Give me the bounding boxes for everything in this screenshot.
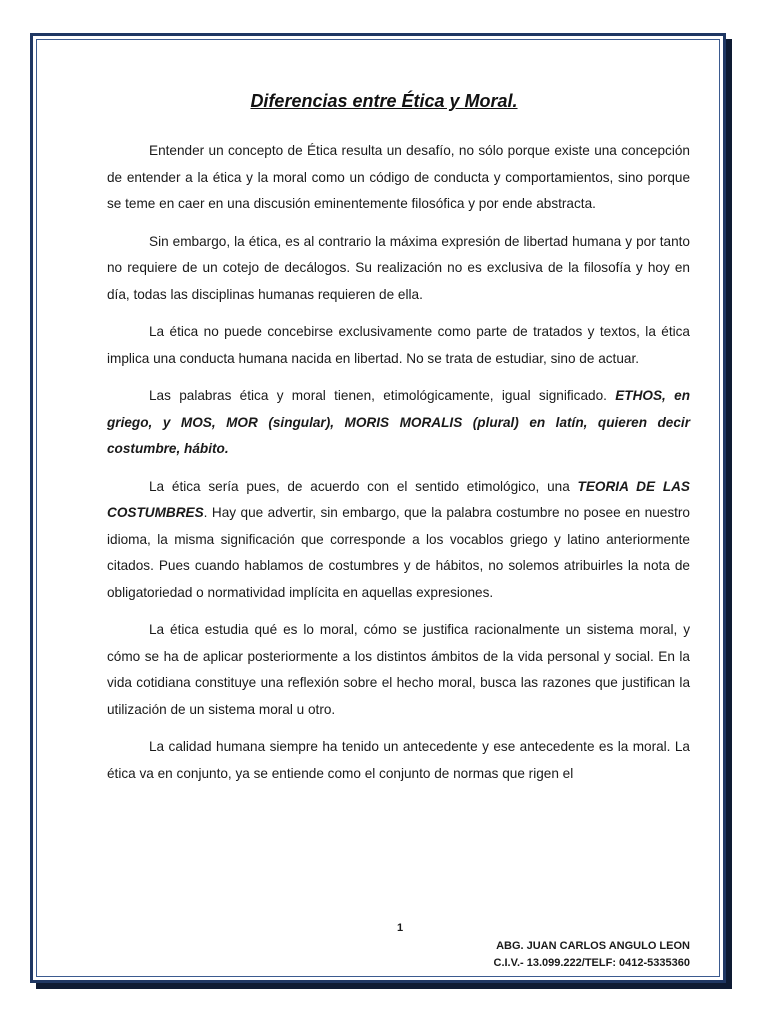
paragraph-5-emphasis: TEORIA DE LAS COSTUMBRES bbox=[107, 478, 691, 520]
paragraph-6-text: La ética estudia qué es lo moral, cómo se justifica racionalmente un sistema moral, y cómo se ha de aplicar posteriormente a los distintos ámbitos de la vida personal y social. En la vida cotidiana constituye una reflexión sobre el hecho moral, busca las razones que justifican la utilización de un sistema moral u otro. bbox=[107, 622, 690, 717]
author-footer bbox=[494, 938, 691, 972]
document-body bbox=[107, 138, 690, 798]
paragraph-3-text: La ética no puede concebirse exclusivamente como parte de tratados y textos, la ética implica una conducta humana nacida en libertad. No se trata de estudiar, sino de actuar. bbox=[107, 324, 690, 366]
paragraph-2-text: Sin embargo, la ética, es al contrario la máxima expresión de libertad humana y por tanto no requiere de un cotejo de decálogos. Su realización no es exclusiva de la filosofía y hoy en día, todas las disciplinas humanas requieren de ella. bbox=[107, 233, 690, 302]
footer-author: ABG. JUAN CARLOS ANGULO LEON bbox=[496, 940, 690, 952]
paragraph-2 bbox=[107, 229, 690, 309]
paragraph-7 bbox=[107, 734, 690, 787]
paragraph-7-text: La calidad humana siempre ha tenido un antecedente y ese antecedente es la moral. La ética va en conjunto, ya se entiende como el conjunto de normas que rigen el bbox=[107, 739, 690, 781]
paragraph-6 bbox=[107, 617, 690, 723]
paragraph-1 bbox=[107, 138, 690, 218]
paragraph-5-text-after: . Hay que advertir, sin embargo, que la palabra costumbre no posee en nuestro idioma, la misma significación que corresponde a los vocablos griego y latino anteriormente citados. Pues cuando hablamos de costumbres y de hábitos, no solemos atribuirles la nota de obligatoriedad o normatividad implícita en aquellas expresiones. bbox=[107, 505, 690, 600]
footer-contact: C.I.V.- 13.099.222/TELF: 0412-5335360 bbox=[493, 957, 690, 969]
paragraph-5-text: La ética sería pues, de acuerdo con el sentido etimológico, una bbox=[149, 478, 570, 494]
document-title: Diferencias entre Ética y Moral. bbox=[250, 91, 518, 111]
paragraph-4 bbox=[107, 383, 690, 463]
paragraph-4-emphasis: ETHOS, en griego, y MOS, MOR (singular), MORIS MORALIS (plural) en latín, quieren decir costumbre, hábito. bbox=[107, 388, 690, 456]
paragraph-1-text: Entender un concepto de Ética resulta un desafío, no sólo porque existe una concepción de entender a la ética y la moral como un código de conducta y comportamientos, sino porque se teme en caer en una discusión eminentemente filosófica y por ende abstracta. bbox=[107, 143, 690, 211]
paragraph-4-text: Las palabras ética y moral tienen, etimológicamente, igual significado. bbox=[149, 388, 607, 403]
paragraph-5 bbox=[107, 474, 690, 607]
paragraph-3 bbox=[107, 319, 690, 372]
page-number: 1 bbox=[396, 922, 404, 934]
